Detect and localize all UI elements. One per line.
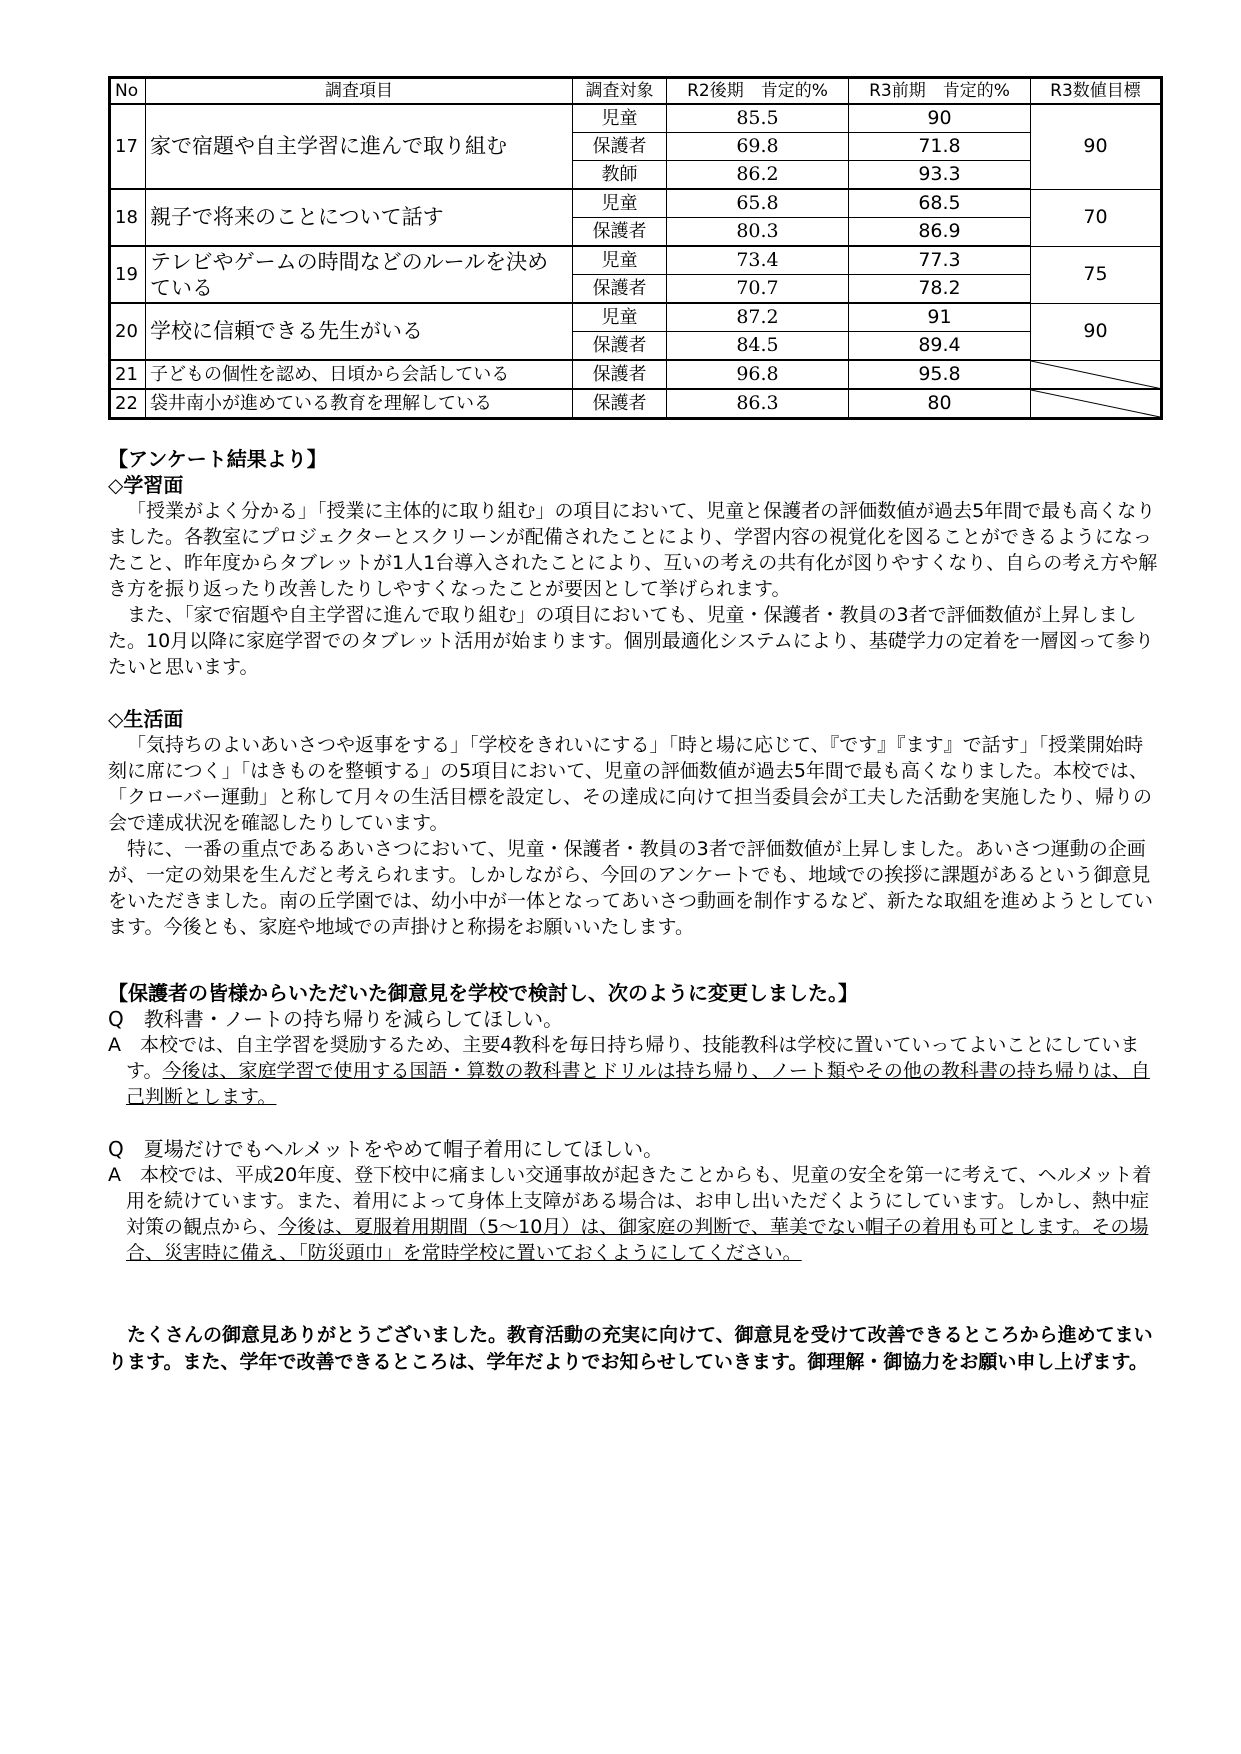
answer-2 (108, 1162, 1160, 1266)
row-r2: 70.7 (667, 275, 849, 304)
table-row (110, 360, 1162, 389)
header-item: 調査項目 (146, 78, 573, 105)
results-section (108, 446, 1160, 940)
row-no: 21 (110, 360, 146, 389)
row-r2: 86.3 (667, 389, 849, 419)
row-r2: 87.2 (667, 303, 849, 332)
row-r2: 84.5 (667, 332, 849, 361)
answer-2-text: A 本校では、平成20年度、登下校中に痛ましい交通事故が起きたことからも、児童の安全を第一に考えて、ヘルメット着用を続けています。また、着用によって身体上支障がある場合は、お申し出いただくようにしています。しかし、熱中症対策の観点から、 (108, 1164, 1152, 1238)
row-no: 17 (110, 104, 146, 189)
row-target: 保護者 (573, 275, 667, 304)
row-item: 学校に信頼できる先生がいる (146, 303, 573, 360)
question-2: Q 夏場だけでもヘルメットをやめて帽子着用にしてほしい。 (108, 1137, 664, 1161)
row-item: 袋井南小が進めている教育を理解している (146, 389, 573, 419)
row-r2: 65.8 (667, 189, 849, 218)
row-target: 教師 (573, 161, 667, 190)
table-row (110, 246, 1162, 275)
opinions-section (108, 980, 1160, 1266)
row-no: 20 (110, 303, 146, 360)
row-r3: 90 (849, 104, 1031, 133)
row-target: 児童 (573, 303, 667, 332)
answer-1-text: A 本校では、自主学習を奨励するため、主要4教科を毎日持ち帰り、技能教科は学校に置いていってよいことにしています。 (108, 1034, 1140, 1082)
question-1: Q 教科書・ノートの持ち帰りを減らしてほしい。 (108, 1007, 564, 1031)
row-r3: 80 (849, 389, 1031, 419)
row-r2: 69.8 (667, 133, 849, 161)
row-target: 保護者 (573, 332, 667, 361)
diagonal-line (1031, 361, 1160, 389)
row-goal: 70 (1031, 189, 1162, 246)
header-goal: R3数値目標 (1031, 78, 1162, 105)
row-target: 児童 (573, 189, 667, 218)
row-goal: 90 (1031, 104, 1162, 189)
survey-table (108, 76, 1163, 420)
closing-message: たくさんの御意見ありがとうございました。教育活動の充実に向けて、御意見を受けて改善できるところから進めてまいります。また、学年で改善できるところは、学年だよりでお知らせしていきます。御理解・御協力をお願い申し上げます。 (108, 1324, 1153, 1373)
study-paragraph-2: また、「家で宿題や自主学習に進んで取り組む」の項目においても、児童・保護者・教員の3者で評価数値が上昇しました。10月以降に家庭学習でのタブレット活用が始まります。個別最適化システムにより、基礎学力の定着を一層図って参りたいと思います。 (108, 604, 1154, 678)
row-goal: 75 (1031, 246, 1162, 303)
table-row (110, 104, 1162, 133)
row-r3: 77.3 (849, 246, 1031, 275)
life-paragraph-1: 「気持ちのよいあいさつや返事をする」「学校をきれいにする」「時と場に応じて、『です』『ます』で話す」「授業開始時刻に席につく」「はきものを整頓する」の5項目において、児童の評価数値が過去5年間で最も高くなりました。本校では、「クローバー運動」と称して月々の生活目標を設定し、その達成に向けて担当委員会が工夫した活動を実施したり、帰りの会で達成状況を確認したりしています。 (108, 734, 1153, 834)
page (108, 76, 1160, 1376)
row-no: 22 (110, 389, 146, 419)
row-goal-empty (1031, 389, 1162, 419)
row-target: 保護者 (573, 218, 667, 247)
table-header-row (110, 78, 1162, 105)
row-r2: 73.4 (667, 246, 849, 275)
closing-section (108, 1322, 1160, 1376)
row-r3: 93.3 (849, 161, 1031, 190)
diagonal-line (1031, 390, 1160, 417)
row-r2: 85.5 (667, 104, 849, 133)
row-r2: 96.8 (667, 360, 849, 389)
table-row (110, 189, 1162, 218)
row-target: 児童 (573, 104, 667, 133)
row-r3: 86.9 (849, 218, 1031, 247)
table-row (110, 389, 1162, 419)
row-no: 19 (110, 246, 146, 303)
life-heading: ◇生活面 (108, 707, 184, 731)
row-r3: 91 (849, 303, 1031, 332)
results-title: 【アンケート結果より】 (108, 447, 327, 471)
row-target: 保護者 (573, 133, 667, 161)
row-target: 児童 (573, 246, 667, 275)
study-heading: ◇学習面 (108, 473, 184, 497)
row-r3: 95.8 (849, 360, 1031, 389)
row-item: テレビやゲームの時間などのルールを決めている (146, 246, 573, 303)
row-target: 保護者 (573, 360, 667, 389)
row-target: 保護者 (573, 389, 667, 419)
row-r3: 68.5 (849, 189, 1031, 218)
header-no: No (110, 78, 146, 105)
row-no: 18 (110, 189, 146, 246)
answer-1-underlined: 今後は、家庭学習で使用する国語・算数の教科書とドリルは持ち帰り、ノート類やその他の教科書の持ち帰りは、自己判断とします。 (126, 1060, 1150, 1108)
row-r3: 89.4 (849, 332, 1031, 361)
header-r3: R3前期 肯定的% (849, 78, 1031, 105)
study-paragraph-1: 「授業がよく分かる」「授業に主体的に取り組む」の項目において、児童と保護者の評価数値が過去5年間で最も高くなりました。各教室にプロジェクターとスクリーンが配備されたことにより、学習内容の視覚化を図ることができるようになったこと、昨年度からタブレットが1人1台導入されたことにより、互いの考えの共有化が図りやすくなり、自らの考え方や解き方を振り返ったり改善したりしやすくなったことが要因として挙げられます。 (108, 500, 1158, 600)
row-item: 子どもの個性を認め、日頃から会話している (146, 360, 573, 389)
row-r3: 71.8 (849, 133, 1031, 161)
header-target: 調査対象 (573, 78, 667, 105)
row-r2: 86.2 (667, 161, 849, 190)
header-r2: R2後期 肯定的% (667, 78, 849, 105)
answer-2-underlined: 今後は、夏服着用期間（5～10月）は、御家庭の判断で、華美でない帽子の着用も可とします。その場合、災害時に備え、「防災頭巾」を常時学校に置いておくようにしてください。 (126, 1216, 1149, 1264)
table-row (110, 303, 1162, 332)
answer-1 (108, 1032, 1160, 1110)
life-paragraph-2: 特に、一番の重点であるあいさつにおいて、児童・保護者・教員の3者で評価数値が上昇しました。あいさつ運動の企画が、一定の効果を生んだと考えられます。しかしながら、今回のアンケートでも、地域での挨拶に課題があるという御意見をいただきました。南の丘学園では、幼小中が一体となってあいさつ動画を制作するなど、新たな取組を進めようとしています。今後とも、家庭や地域での声掛けと称揚をお願いいたします。 (108, 838, 1154, 938)
row-item: 家で宿題や自主学習に進んで取り組む (146, 104, 573, 189)
opinions-title: 【保護者の皆様からいただいた御意見を学校で検討し、次のように変更しました。】 (108, 981, 858, 1005)
row-item: 親子で将来のことについて話す (146, 189, 573, 246)
row-goal: 90 (1031, 303, 1162, 360)
row-r2: 80.3 (667, 218, 849, 247)
row-r3: 78.2 (849, 275, 1031, 304)
row-goal-empty (1031, 360, 1162, 389)
